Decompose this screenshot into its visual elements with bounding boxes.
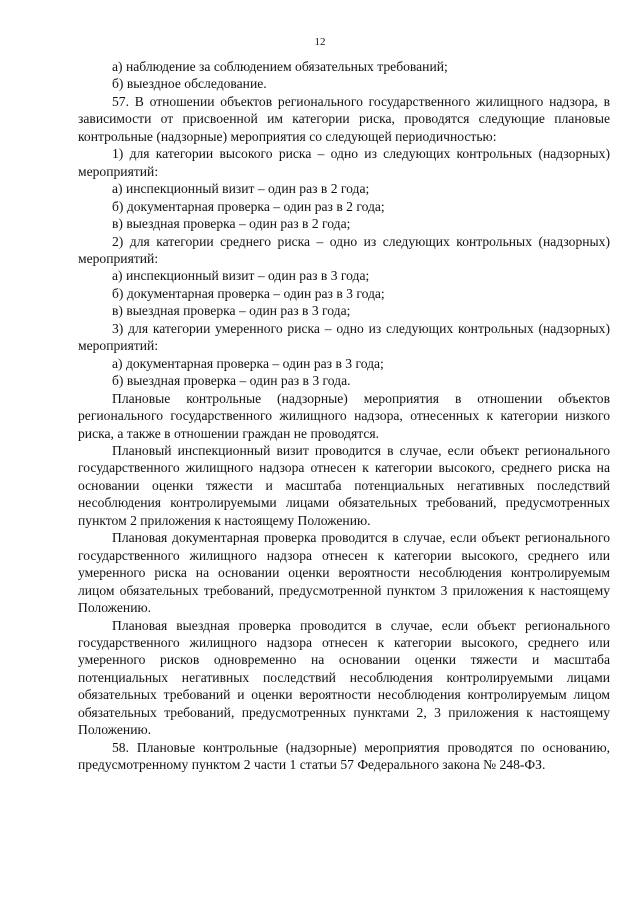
clause-57-intro: 57. В отношении объектов регионального государственного жилищного надзора, в зависимости от присвоенной им категории риска, проводятся следующие плановые контрольные (надзорные) мероприятия со следующей периодичностью:	[78, 93, 610, 144]
low-risk-paragraph: Плановые контрольные (надзорные) мероприятия в отношении объектов регионального государственного жилищного надзора, отнесенных к категории низкого риска, а также в отношении граждан не проводятся.	[78, 390, 610, 441]
moderate-risk-item-a: а) документарная проверка – один раз в 3 года;	[112, 355, 384, 371]
medium-risk-item-c: в) выездная проверка – один раз в 3 года;	[112, 303, 351, 319]
page-number: 12	[314, 36, 326, 48]
medium-risk-item-b: б) документарная проверка – один раз в 3 года;	[112, 285, 385, 301]
clause-58-paragraph: 58. Плановые контрольные (надзорные) мероприятия проводятся по основанию, предусмотренному пунктом 2 части 1 статьи 57 Федерального закона № 248-ФЗ.	[78, 739, 610, 773]
medium-risk-item-a: а) инспекционный визит – один раз в 3 года;	[112, 268, 370, 284]
inspection-visit-paragraph: Плановый инспекционный визит проводится в случае, если объект регионального государственного жилищного надзора отнесен к категории высокого, среднего риска на основании оценки тяжести и масштаба потенциальных негативных последствий несоблюдения контролируемыми лицами обязательных требований, предусмотренных пунктом 2 приложения к настоящему Положению.	[78, 442, 610, 528]
medium-risk-heading: 2) для категории среднего риска – одно из следующих контрольных (надзорных) мероприятий:	[78, 233, 610, 266]
documentary-check-paragraph: Плановая документарная проверка проводится в случае, если объект регионального государственного жилищного надзора отнесен к категории высокого, среднего или умеренного риска на основании оценки вероятности несоблюдения контролируемым лицом обязательных требований, предусмотренной пунктом 3 приложения к настоящему Положению.	[78, 530, 610, 616]
moderate-risk-item-b: б) выездная проверка – один раз в 3 года.	[112, 373, 351, 389]
moderate-risk-heading: 3) для категории умеренного риска – одно из следующих контрольных (надзорных) мероприятий:	[78, 320, 610, 354]
high-risk-item-a: а) инспекционный визит – один раз в 2 года;	[112, 181, 370, 197]
high-risk-item-b: б) документарная проверка – один раз в 2 года;	[112, 198, 385, 214]
high-risk-heading: 1) для категории высокого риска – одно из следующих контрольных (надзорных) мероприятий:	[78, 146, 610, 179]
high-risk-item-c: в) выездная проверка – один раз в 2 года;	[112, 216, 351, 232]
document-body	[78, 58, 610, 774]
list-item-b-inspection: б) выездное обследование.	[112, 76, 267, 92]
list-item-a-observation: а) наблюдение за соблюдением обязательных требований;	[112, 59, 448, 74]
onsite-check-paragraph: Плановая выездная проверка проводится в случае, если объект регионального государственного жилищного надзора отнесен к категории высокого, среднего или умеренного рисков одновременно на основании оценки тяжести и масштаба потенциальных негативных последствий несоблюдения контролируемыми лицами обязательных требований и оценки вероятности несоблюдения контролируемым лицом обязательных требований, предусмотренных пунктами 2, 3 приложения к настоящему Положению.	[78, 617, 610, 738]
